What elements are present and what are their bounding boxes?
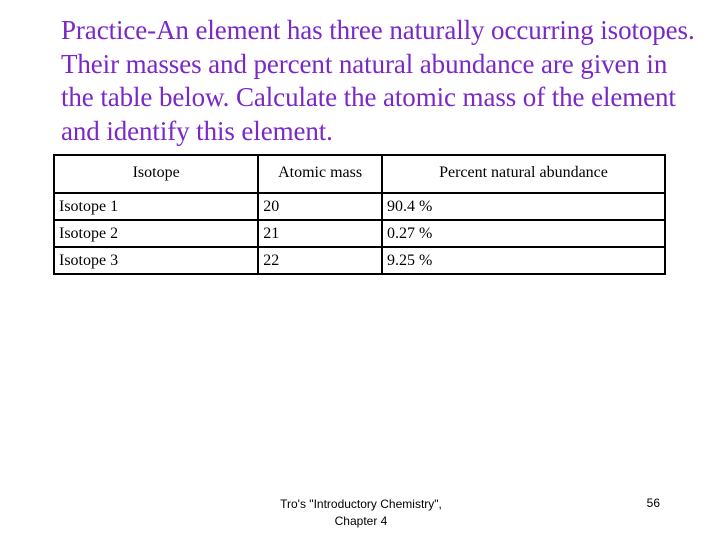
header-isotope: Isotope <box>54 155 258 193</box>
table-row <box>54 220 665 247</box>
table-header-row <box>54 155 665 193</box>
cell-percent-abundance: 9.25 % <box>382 247 665 274</box>
page-number: 56 <box>646 496 660 510</box>
slide-footer <box>261 496 461 530</box>
table-row <box>54 247 665 274</box>
cell-isotope-name: Isotope 1 <box>54 193 258 220</box>
cell-atomic-mass: 21 <box>258 220 382 247</box>
cell-isotope-name: Isotope 3 <box>54 247 258 274</box>
header-percent-abundance: Percent natural abundance <box>382 155 665 193</box>
cell-percent-abundance: 90.4 % <box>382 193 665 220</box>
cell-isotope-name: Isotope 2 <box>54 220 258 247</box>
header-atomic-mass: Atomic mass <box>258 155 382 193</box>
cell-percent-abundance: 0.27 % <box>382 220 665 247</box>
cell-atomic-mass: 22 <box>258 247 382 274</box>
isotope-table <box>53 154 666 275</box>
footer-source: Tro's "Introductory Chemistry", <box>280 497 442 511</box>
footer-chapter: Chapter 4 <box>334 514 388 528</box>
cell-atomic-mass: 20 <box>258 193 382 220</box>
table-row <box>54 193 665 220</box>
slide-title: Practice-An element has three naturally occurring isotopes. Their masses and percent natural abundance are given in the table below. Calculate the atomic mass of the element and identify this element. <box>61 15 695 146</box>
